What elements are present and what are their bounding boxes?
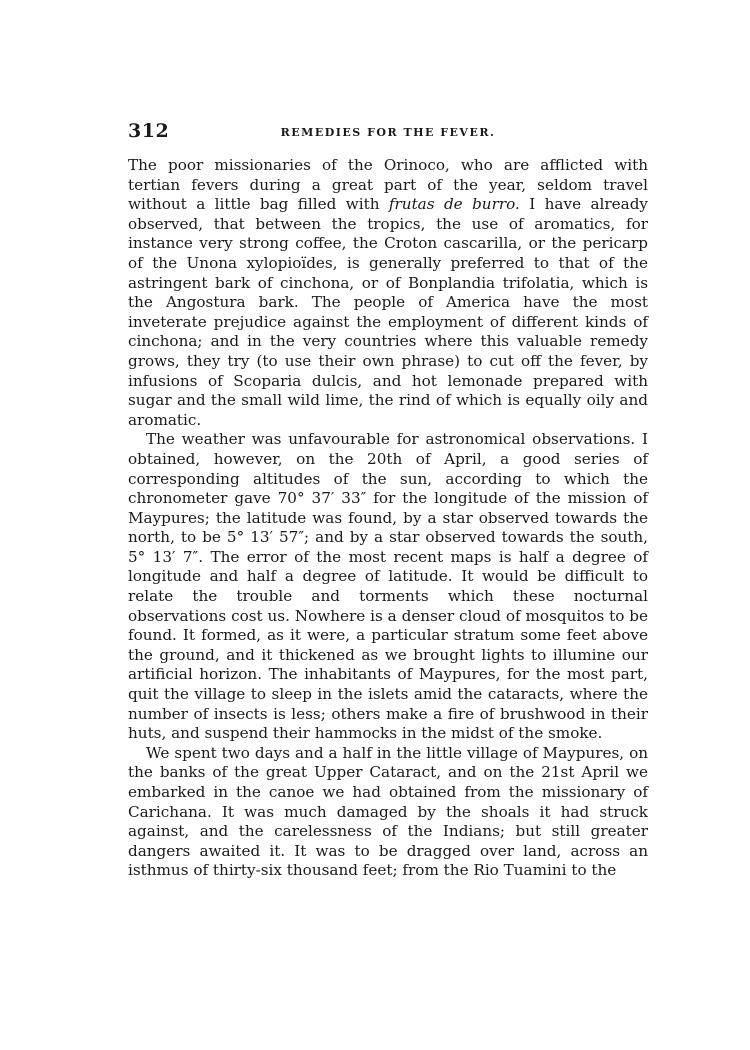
running-head xyxy=(128,120,648,146)
running-title: REMEDIES FOR THE FEVER. xyxy=(280,126,496,139)
book-page xyxy=(128,120,648,881)
paragraph-1-text-b: I have already observed, that between the tropics, the use of aromatics, for instance very strong coffee, the Croton cascarilla, or the pericarp of the Unona xylopioïdes, is generally preferred to that of the astringent bark of cinchona, or of Bonplandia trifolatia, which is the Angostura bark. The people of America have the most inveterate prejudice against the employment of different kinds of cinchona; and in the very countries where this valuable remedy grows, they try (to use their own phrase) to cut off the fever, by infusions of Scoparia dulcis, and hot lemonade prepared with sugar and the small wild lime, the rind of which is equally oily and aromatic. xyxy=(128,195,648,429)
page-number: 312 xyxy=(128,120,170,142)
paragraph-1-text-a: The poor missionaries of the Orinoco, who are afflicted with tertian fevers during a great part of the year, seldom travel without a little bag filled with xyxy=(128,156,648,214)
paragraph-3: We spent two days and a half in the little village of Maypures, on the banks of the great Upper Cataract, and on the 21st April we embarked in the canoe we had obtained from the missionary of Carichana. It was much damaged by the shoals it had struck against, and the carelessness of the Indians; but still greater dangers awaited it. It was to be dragged over land, across an isthmus of thirty-six thousand feet; from the Rio Tuamini to the xyxy=(128,743,648,880)
paragraph-2: The weather was unfavourable for astronomical observations. I obtained, however, on the 20th of April, a good series of corresponding altitudes of the sun, according to which the chronometer gave 70° 37′ 33″ for the longitude of the mission of Maypures; the latitude was found, by a star observed towards the north, to be 5° 13′ 57″; and by a star observed towards the south, 5° 13′ 7″. The error of the most recent maps is half a degree of longitude and half a degree of latitude. It would be difficult to relate the trouble and torments which these nocturnal observations cost us. Nowhere is a denser cloud of mosquitos to be found. It formed, as it were, a particular stratum some feet above the ground, and it thickened as we brought lights to illumine our artificial horizon. The inhabitants of Maypures, for the most part, quit the village to sleep in the islets amid the cataracts, where the number of insects is less; others make a fire of brushwood in their huts, and suspend their hammocks in the midst of the smoke. xyxy=(128,430,648,743)
paragraph-1 xyxy=(128,156,648,430)
paragraph-1-italic-term: frutas de burro. xyxy=(388,195,520,214)
body-text xyxy=(128,156,648,881)
